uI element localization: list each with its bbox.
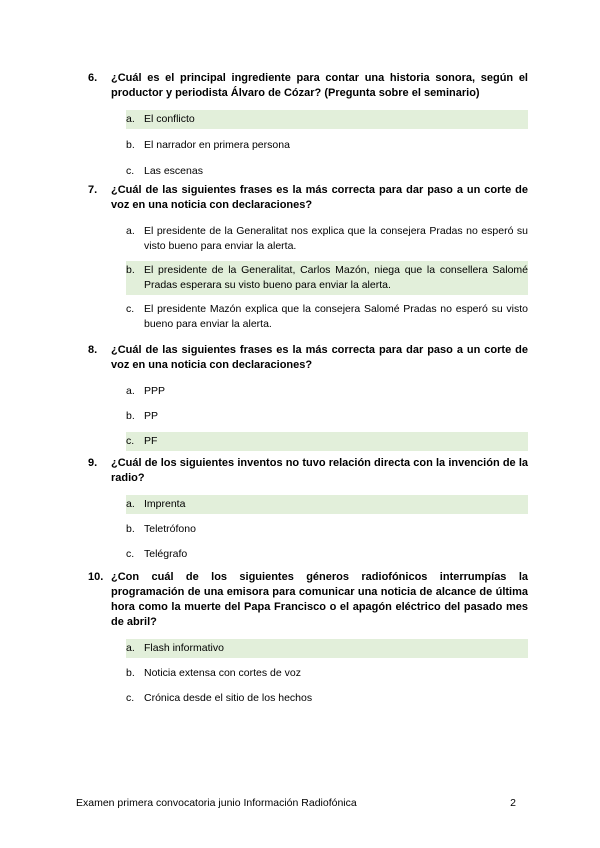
option-c <box>126 162 528 181</box>
option-c <box>126 300 528 334</box>
option-a-correct <box>126 639 528 658</box>
question-number: 6. <box>88 72 98 84</box>
option-letter: c. <box>126 692 135 704</box>
option-text: El presidente de la Generalitat nos explica que la consejera Pradas no esperó su visto bueno para enviar la alerta. <box>144 225 528 252</box>
option-b <box>126 136 528 155</box>
page-number: 2 <box>510 797 516 809</box>
option-letter: b. <box>126 264 135 276</box>
option-letter: b. <box>126 410 135 422</box>
option-text: El presidente de la Generalitat, Carlos Mazón, niega que la consellera Salomé Pradas esperara su visto bueno para enviar la alerta. <box>144 264 528 291</box>
option-a-correct <box>126 110 528 129</box>
page-footer <box>76 797 516 809</box>
footer-title: Examen primera convocatoria junio Información Radiofónica <box>76 797 357 809</box>
option-b <box>126 664 528 683</box>
question-9 <box>88 456 528 564</box>
question-7 <box>88 183 528 334</box>
option-text: Crónica desde el sitio de los hechos <box>144 692 313 704</box>
option-a-correct <box>126 495 528 514</box>
option-letter: a. <box>126 113 135 125</box>
option-b <box>126 407 528 426</box>
option-text: Flash informativo <box>144 642 224 654</box>
question-number: 9. <box>88 457 98 469</box>
question-text: ¿Cuál de las siguientes frases es la más correcta para dar paso a un corte de voz en una noticia con declaraciones? <box>111 184 528 211</box>
question-10 <box>88 570 528 708</box>
question-text: ¿Con cuál de los siguientes géneros radiofónicos interrumpías la programación de una emisora para comunicar una noticia de alcance de última hora como la muerte del Papa Francisco o el apagón eléctrico del pasado mes de abril? <box>111 571 528 628</box>
question-text: ¿Cuál es el principal ingrediente para contar una historia sonora, según el productor y periodista Álvaro de Cózar? (Pregunta sobre el seminario) <box>111 72 528 99</box>
option-text: Las escenas <box>144 165 203 177</box>
question-number: 8. <box>88 344 98 356</box>
option-text: Teletrófono <box>144 523 196 535</box>
option-letter: a. <box>126 498 135 510</box>
question-number: 10. <box>88 571 104 583</box>
option-letter: c. <box>126 548 135 560</box>
option-a <box>126 222 528 256</box>
option-c <box>126 545 528 564</box>
option-a <box>126 382 528 401</box>
option-letter: c. <box>126 303 135 315</box>
option-letter: b. <box>126 667 135 679</box>
option-letter: c. <box>126 435 135 447</box>
option-text: El narrador en primera persona <box>144 139 290 151</box>
question-8 <box>88 343 528 451</box>
option-c <box>126 689 528 708</box>
option-text: Imprenta <box>144 498 186 510</box>
option-text: El presidente Mazón explica que la consejera Salomé Pradas no esperó su visto bueno para enviar la alerta. <box>144 303 528 330</box>
option-letter: a. <box>126 385 135 397</box>
option-text: El conflicto <box>144 113 195 125</box>
option-text: Telégrafo <box>144 548 188 560</box>
option-letter: b. <box>126 523 135 535</box>
option-letter: a. <box>126 225 135 237</box>
question-text: ¿Cuál de los siguientes inventos no tuvo relación directa con la invención de la radio? <box>111 457 528 484</box>
option-letter: a. <box>126 642 135 654</box>
question-text: ¿Cuál de las siguientes frases es la más correcta para dar paso a un corte de voz en una noticia con declaraciones? <box>111 344 528 371</box>
option-text: PP <box>144 410 159 422</box>
option-letter: b. <box>126 139 135 151</box>
option-c-correct <box>126 432 528 451</box>
question-number: 7. <box>88 184 98 196</box>
option-b <box>126 520 528 539</box>
option-b-correct <box>126 261 528 295</box>
option-text: PF <box>144 435 158 447</box>
question-6 <box>88 71 528 181</box>
option-text: PPP <box>144 385 166 397</box>
option-text: Noticia extensa con cortes de voz <box>144 667 301 679</box>
option-letter: c. <box>126 165 135 177</box>
